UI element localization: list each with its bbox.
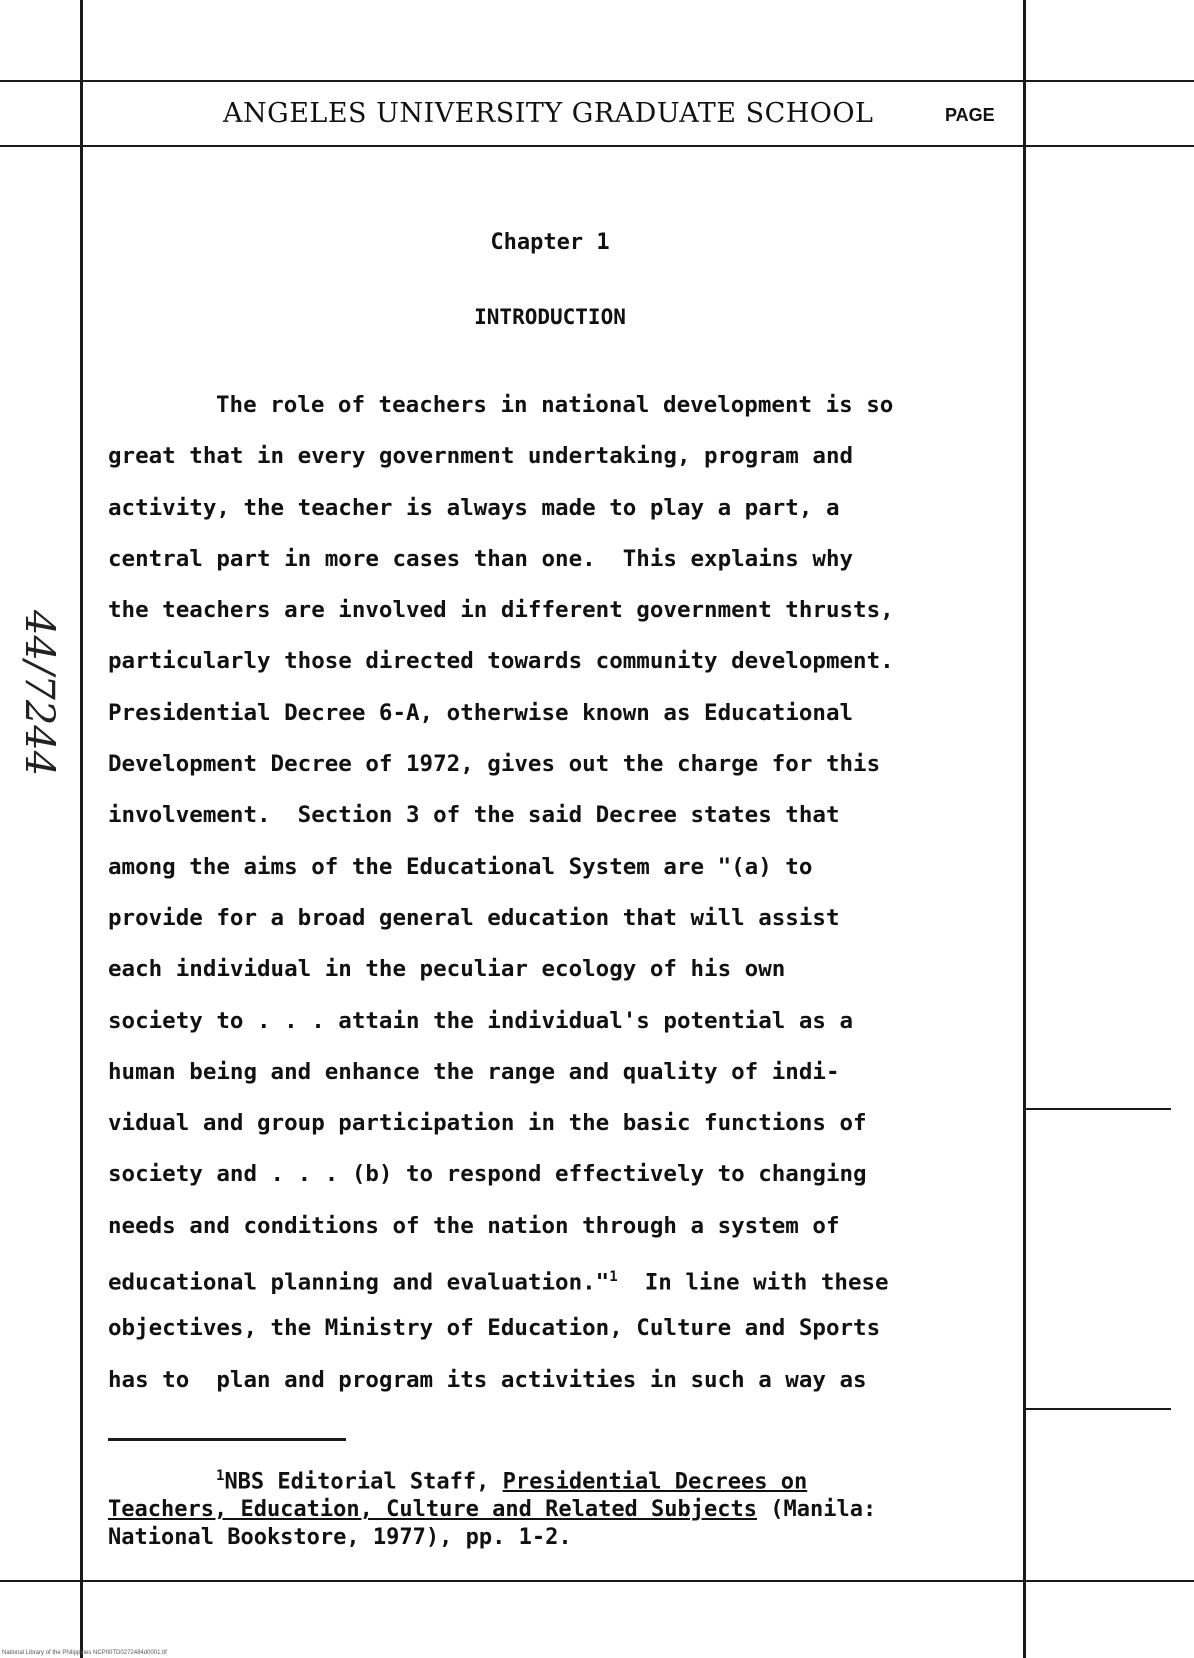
handwritten-margin-note: 44/7244	[16, 610, 62, 777]
body-line: objectives, the Ministry of Education, Culture and Sports	[108, 1315, 881, 1342]
body-line: Presidential Decree 6-A, otherwise known as Educational	[108, 699, 854, 726]
section-title: INTRODUCTION	[474, 305, 626, 329]
header-bottom-rule	[0, 145, 1194, 147]
body-line-with-citation	[108, 1252, 1028, 1303]
page-label: PAGE	[945, 105, 995, 125]
body-line: among the aims of the Educational System are "(a) to	[108, 853, 813, 880]
footnote-title-b: Teachers, Education, Culture and Related Subjects	[108, 1497, 758, 1523]
footer-rule	[0, 1580, 1194, 1582]
institution-header: ANGELES UNIVERSITY GRADUATE SCHOOL	[223, 98, 874, 129]
right-margin-tick-1	[1023, 1108, 1171, 1110]
footnote-author: NBS Editorial Staff,	[224, 1469, 503, 1495]
body-line: vidual and group participation in the basic functions of	[108, 1110, 867, 1137]
body-line-text: educational planning and evaluation."	[108, 1269, 610, 1296]
body-line: each individual in the peculiar ecology of his own	[108, 956, 786, 983]
footnote-reference: 1	[609, 1269, 618, 1286]
scan-credit: National Library of the Philippines NCP00TD0272484d0001.tif	[2, 1650, 167, 1656]
footnote-line-2	[108, 1496, 1028, 1524]
body-line: particularly those directed towards community development.	[108, 648, 894, 675]
body-line: society and . . . (b) to respond effectively to changing	[108, 1161, 867, 1188]
footnote-publisher-open: (Manila:	[757, 1497, 877, 1523]
footnote-line-1	[108, 1462, 1028, 1496]
footnote-line-3: National Bookstore, 1977), pp. 1-2.	[108, 1525, 572, 1551]
chapter-heading: Chapter 1	[490, 230, 610, 255]
body-line: provide for a broad general education that will assist	[108, 904, 840, 931]
body-line: central part in more cases than one. This explains why	[108, 545, 854, 572]
header-top-rule	[0, 80, 1194, 82]
body-line: activity, the teacher is always made to play a part, a	[108, 494, 840, 521]
body-text	[108, 380, 1028, 1406]
body-line: needs and conditions of the nation through a system of	[108, 1212, 840, 1239]
body-line: human being and enhance the range and quality of indi-	[108, 1058, 840, 1085]
body-line: society to . . . attain the individual's potential as a	[108, 1007, 854, 1034]
body-line: involvement. Section 3 of the said Decree states that	[108, 802, 840, 829]
body-line: Development Decree of 1972, gives out the charge for this	[108, 751, 881, 778]
body-line: The role of teachers in national development is so	[216, 392, 894, 418]
body-line: has to plan and program its activities in such a way as	[108, 1366, 867, 1393]
body-line: the teachers are involved in different government thrusts,	[108, 597, 894, 624]
footnote	[108, 1462, 1028, 1552]
body-line: great that in every government undertaking, program and	[108, 443, 854, 470]
footnote-number: 1	[216, 1468, 225, 1484]
footnote-separator	[108, 1438, 346, 1441]
footnote-title-a: Presidential Decrees on	[502, 1469, 808, 1495]
body-line-tail: In line with these	[617, 1269, 889, 1296]
right-margin-tick-2	[1023, 1408, 1171, 1410]
